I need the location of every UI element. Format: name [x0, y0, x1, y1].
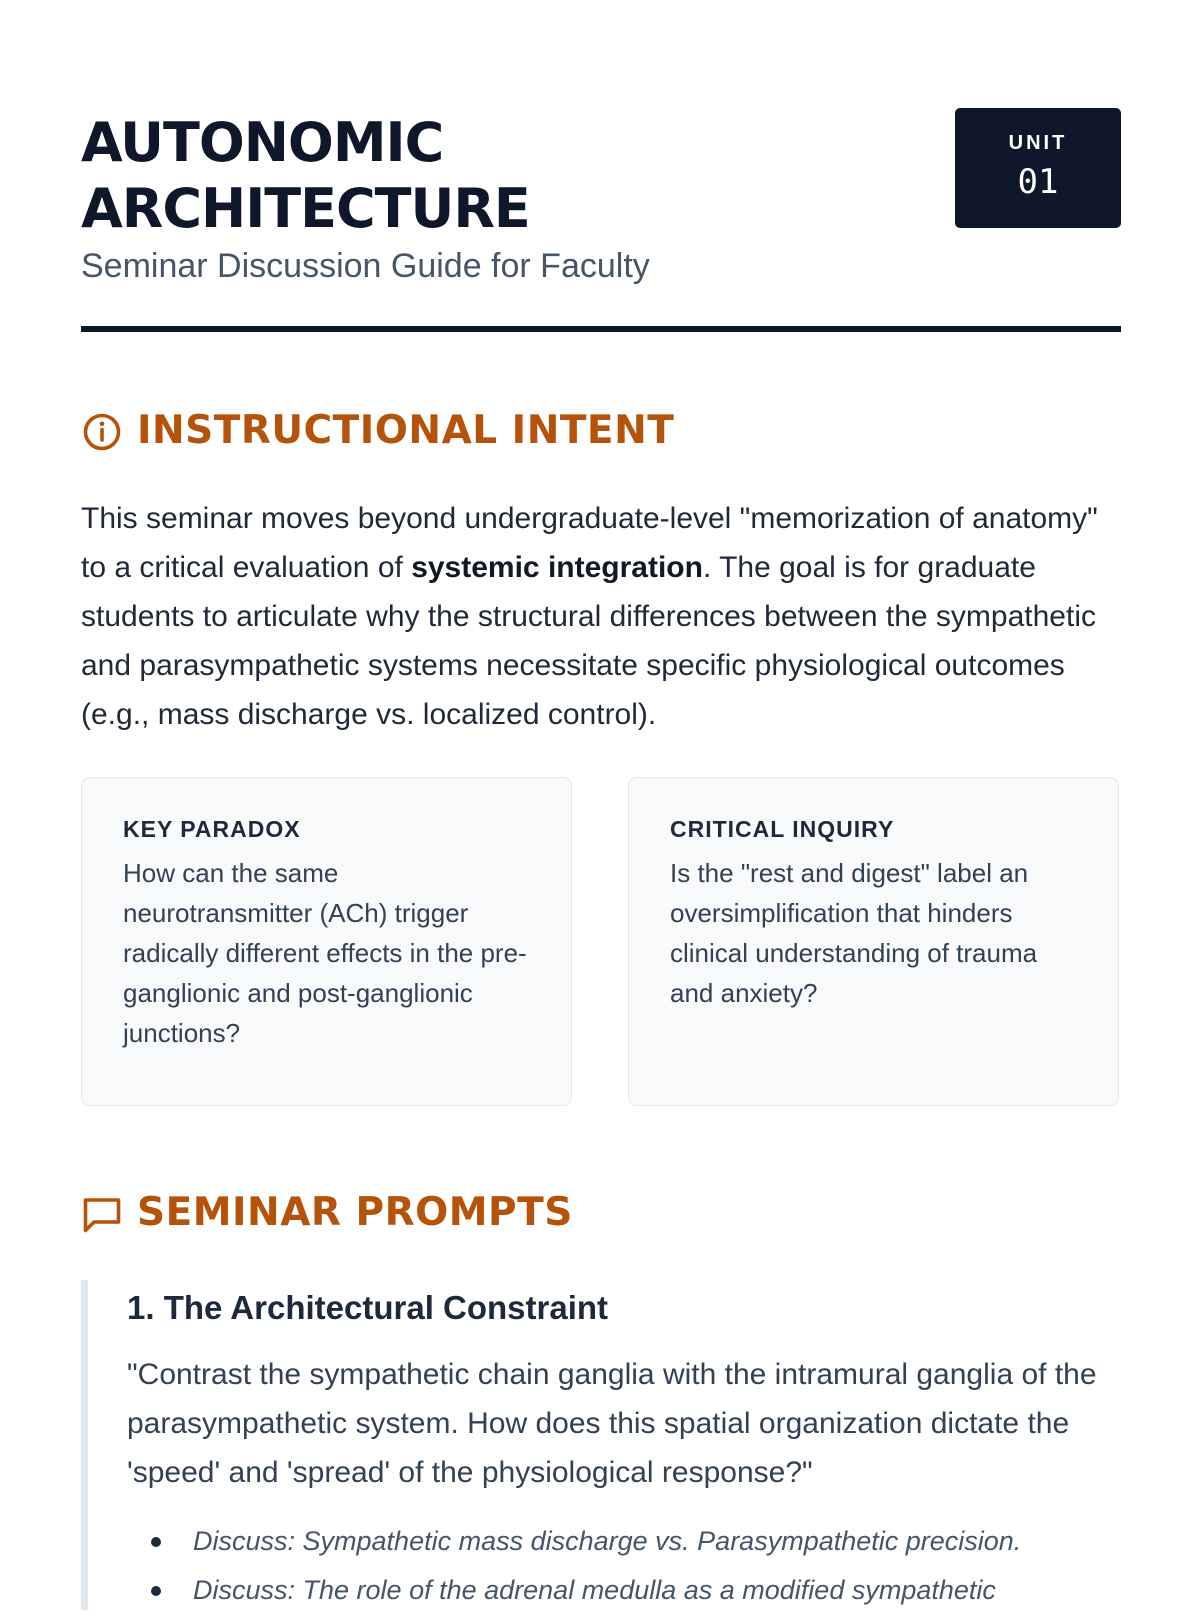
bullet-icon: [151, 1537, 161, 1547]
card-text: How can the same neurotransmitter (ACh) trigger radically different effects in the pre-ganglionic and post-ganglionic junctions?: [123, 858, 527, 1048]
prompt-discussion-points: [127, 1517, 1127, 1615]
seminar-prompt-item: [81, 1280, 1121, 1610]
page-title-line-2: ARCHITECTURE: [81, 177, 530, 240]
page-subtitle: Seminar Discussion Guide for Faculty: [81, 247, 650, 285]
card-title: CRITICAL INQUIRY: [670, 816, 895, 842]
prompt-accent-bar: [81, 1280, 88, 1610]
chat-bubble-icon: [81, 1192, 123, 1234]
unit-badge: [955, 108, 1121, 228]
intent-text-lead: This seminar moves beyond undergraduate-level "memorization of anatomy" to a critical evaluation of: [81, 502, 1098, 584]
discussion-point-text: Discuss: Sympathetic mass discharge vs. Parasympathetic precision.: [193, 1526, 1022, 1556]
page-header: [81, 104, 1121, 334]
critical-inquiry-card: [628, 777, 1119, 1106]
intent-paragraph: [81, 494, 1126, 739]
bullet-icon: [151, 1586, 161, 1596]
discussion-point-text: Discuss: The role of the adrenal medulla as a modified sympathetic: [193, 1575, 996, 1605]
seminar-prompts-heading: [81, 1188, 573, 1238]
unit-number: 01: [1017, 162, 1059, 202]
seminar-prompts-title: SEMINAR PROMPTS: [137, 1190, 573, 1235]
info-icon: [81, 410, 123, 452]
key-paradox-card: [81, 777, 572, 1106]
page-title-line-1: AUTONOMIC: [81, 111, 444, 174]
page-title: [81, 110, 530, 242]
unit-label: UNIT: [1008, 132, 1068, 154]
card-text: Is the "rest and digest" label an oversimplification that hinders clinical understanding of trauma and anxiety?: [670, 858, 1038, 1008]
prompt-quote: "Contrast the sympathetic chain ganglia with the intramural ganglia of the parasympathetic system. How does this spatial organization dictate the 'speed' and 'spread' of the physiological response?": [127, 1358, 1097, 1489]
header-divider: [81, 326, 1121, 332]
discussion-point: [127, 1517, 1127, 1566]
instructional-intent-heading: [81, 406, 674, 456]
instructional-intent-title: INSTRUCTIONAL INTENT: [137, 408, 675, 453]
intent-text-emphasis: systemic integration: [411, 551, 703, 584]
prompt-title: 1. The Architectural Constraint: [127, 1289, 609, 1326]
intent-text-rest: . The goal is for graduate students to articulate why the structural differences between the sympathetic and parasympathetic systems necessitate specific physiological outcomes (e.g., mass discharge vs. localized control).: [81, 551, 1096, 731]
card-title: KEY PARADOX: [123, 816, 301, 842]
discussion-point: [127, 1566, 1127, 1615]
